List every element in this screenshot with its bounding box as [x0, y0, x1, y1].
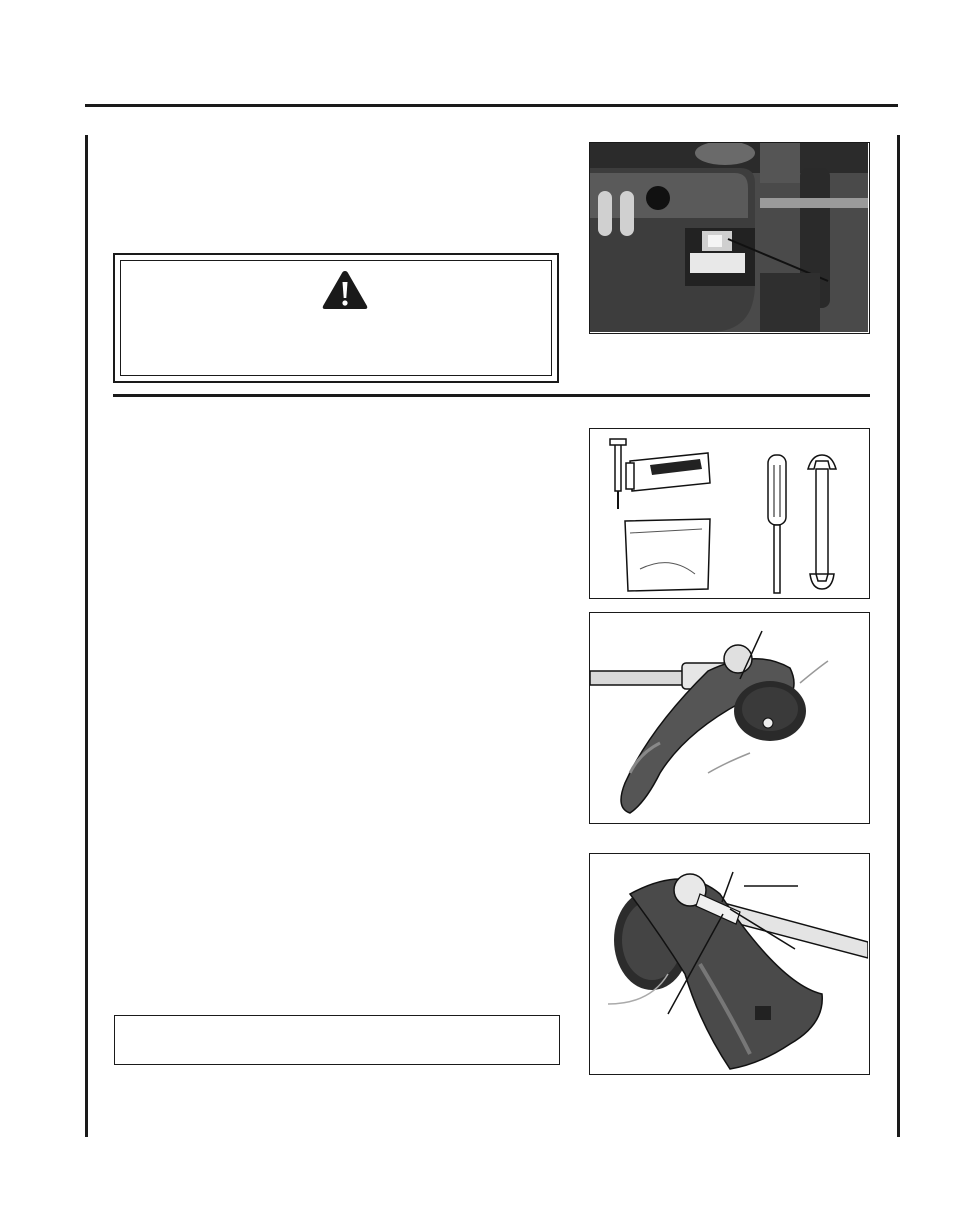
warning-triangle-icon [321, 269, 369, 311]
figure-trimmer-head [589, 612, 870, 824]
stop-switch-illustration [590, 143, 868, 332]
figure-shield-bracket [589, 853, 870, 1075]
trimmer-head-illustration [590, 613, 868, 822]
accessory-kit-illustration [590, 429, 868, 597]
figure-stop-switch [589, 142, 870, 334]
note-box [114, 1015, 560, 1065]
left-margin-rule [85, 135, 88, 1137]
section-divider [113, 394, 870, 397]
warning-box [113, 253, 559, 383]
shield-bracket-illustration [590, 854, 868, 1073]
right-margin-rule [897, 135, 900, 1137]
top-rule [85, 104, 898, 107]
figure-accessory-kit [589, 428, 870, 599]
